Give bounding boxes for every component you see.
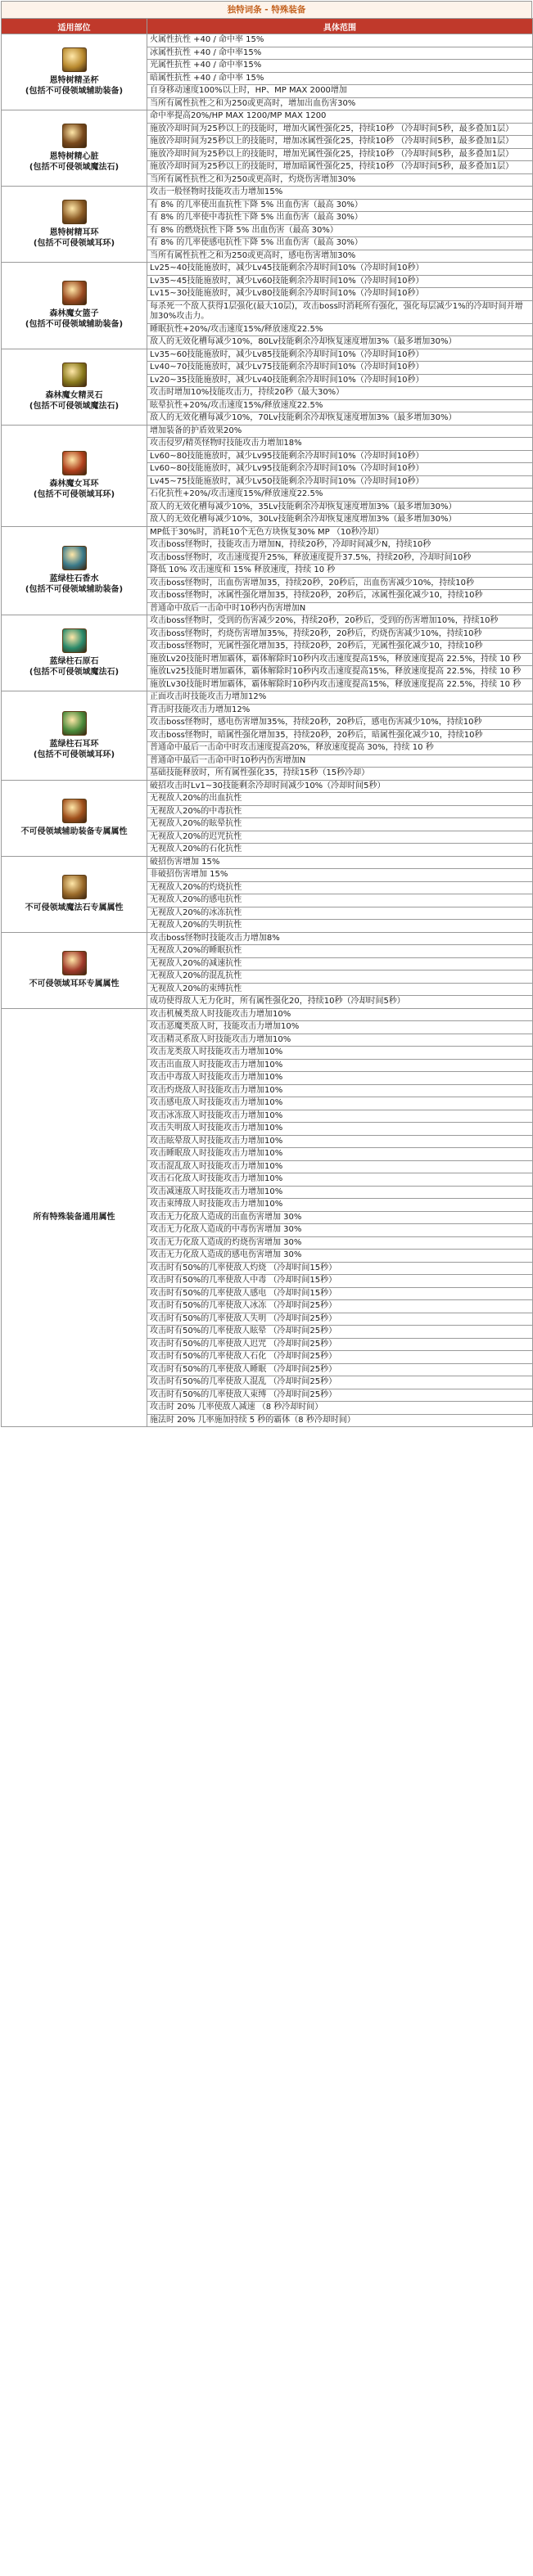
group-cell [2, 691, 147, 781]
effect-cell: 有 8% 的几率使出血抗性下降 5% 出血伤害（最高 30%） [147, 199, 533, 212]
effect-cell: Lv40~70技能施放时，减少Lv75技能剩余冷却时间10%（冷却时间10秒） [147, 362, 533, 375]
group-name: 不可侵领域耳环专属属性 [29, 980, 120, 989]
effect-cell: 攻击boss怪物时，出血伤害增加35，持续20秒，20秒后，出血伤害减少10%，持续10秒 [147, 577, 533, 590]
effect-cell: 攻击一般怪物时技能攻击力增加15% [147, 187, 533, 200]
effect-cell: 当所有属性抗性之和为250或更高时，灼烧伤害增加30% [147, 173, 533, 187]
effect-cell: 攻击无力化敌人造成的出血伤害增加 30% [147, 1211, 533, 1224]
effect-cell: 有 8% 的燃烧抗性下降 5% 出血伤害（最高 30%） [147, 224, 533, 237]
effect-cell: 无视敌人20%的混乱抗性 [147, 971, 533, 984]
effect-cell: 无视敌人20%的灼烧抗性 [147, 881, 533, 894]
effect-cell: 攻击精灵系敌人时技能攻击力增加10% [147, 1034, 533, 1047]
effect-cell: 基础技能释放时，所有属性强化35，持续15秒（15秒冷却） [147, 768, 533, 781]
spreadsheet [1, 1, 532, 1427]
effect-cell: 眩晕抗性+20%/攻击速度15%/释放速度22.5% [147, 399, 533, 412]
group-subtitle: (包括不可侵领域辅助装备) [25, 320, 124, 330]
effect-cell: 非破招伤害增加 15% [147, 869, 533, 882]
effect-cell: Lv60~80技能施放时，减少Lv95技能剩余冷却时间10%（冷却时间10秒） [147, 463, 533, 476]
book-icon [62, 799, 87, 823]
effect-cell: 攻击时有50%的几率使敌人失明 （冷却时间25秒） [147, 1313, 533, 1326]
effect-cell: 攻击boss怪物时，技能攻击力增加N，持续20秒，冷却时间减少N，持续10秒 [147, 539, 533, 552]
effect-cell: 无视敌人20%的减速抗性 [147, 957, 533, 971]
effect-cell: 无视敌人20%的出血抗性 [147, 793, 533, 806]
flame-earring-icon [62, 451, 87, 475]
effect-cell: 攻击boss怪物时，攻击速度提升25%，释放速度提升37.5%，持续20秒，冷却时间10秒 [147, 552, 533, 565]
group-name: 森林魔女耳环 [49, 480, 99, 489]
effect-cell: 火属性抗性 +40 / 命中率 15% [147, 34, 533, 47]
effect-cell: 无视敌人20%的眩晕抗性 [147, 818, 533, 831]
effect-cell: 攻击侵罗/精英怪物时技能攻击力增加18% [147, 438, 533, 451]
effect-cell: 成功使得敌人无力化时，所有属性强化20，持续10秒（冷却时间5秒） [147, 996, 533, 1009]
group-cell [2, 615, 147, 691]
group-cell [2, 526, 147, 615]
effect-cell: 攻击石化敌人时技能攻击力增加10% [147, 1173, 533, 1187]
gem-icon [62, 628, 87, 653]
effect-cell: 攻击boss怪物时，暗属性强化增加35，持续20秒，20秒后，暗属性强化减少10，持续10秒 [147, 729, 533, 742]
effect-cell: 无视敌人20%的冰冻抗性 [147, 907, 533, 920]
group-cell [2, 110, 147, 187]
effect-cell: 施法时 20% 几率施加持续 5 秒的霸体（8 秒冷却时间） [147, 1414, 533, 1427]
table-row [2, 110, 533, 124]
effect-cell: 攻击boss怪物时，感电伤害增加35%，持续20秒，20秒后，感电伤害减少10%，持续10秒 [147, 717, 533, 730]
effect-cell: Lv45~75技能施放时，减少Lv50技能剩余冷却时间10%（冷却时间10秒） [147, 475, 533, 489]
effect-cell: 攻击出血敌人时技能攻击力增加10% [147, 1059, 533, 1072]
effect-cell: 敌人的无效化槽每减少10%，80Lv技能剩余冷却恢复速度增加3%（最多增加30%） [147, 336, 533, 349]
effect-cell: 当所有属性抗性之和为250或更高时，增加出血伤害30% [147, 97, 533, 110]
group-cell [2, 263, 147, 349]
table-row [2, 932, 533, 945]
table-row [2, 349, 533, 362]
effect-cell: 攻击boss怪物时，冰属性强化增加35，持续20秒，20秒后，冰属性强化减少10，持续10秒 [147, 590, 533, 603]
effect-cell: 攻击boss怪物时，灼烧伤害增加35%，持续20秒，20秒后，灼烧伤害减少10%，持续10秒 [147, 628, 533, 641]
effect-cell: 当所有属性抗性之和为250或更高时，感电伤害增加30% [147, 250, 533, 263]
group-name: 蓝绿柱石原石 [49, 657, 99, 666]
effect-cell: 攻击无力化敌人造成的中毒伤害增加 30% [147, 1224, 533, 1237]
effect-cell: 敌人的无效化槽每减少10%，30Lv技能剩余冷却恢复速度增加3%（最多增加30%） [147, 514, 533, 527]
effect-cell: 攻击时有50%的几率使敌人睡眠 （冷却时间25秒） [147, 1363, 533, 1376]
effect-cell: Lv35~60技能施放时，减少Lv85技能剩余冷却时间10%（冷却时间10秒） [147, 349, 533, 362]
group-cell [2, 349, 147, 425]
group-subtitle: (包括不可侵领域辅助装备) [25, 585, 124, 595]
effect-cell: 攻击时有50%的几率使敌人感电 （冷却时间15秒） [147, 1287, 533, 1300]
effect-cell: 降低 10% 攻击速度和 15% 释放速度，持续 10 秒 [147, 565, 533, 578]
header-effect-column: 具体范围 [147, 19, 533, 34]
stone-icon [62, 875, 87, 899]
group-subtitle: (包括不可侵领域耳环) [33, 239, 115, 248]
effect-cell: 攻击眩晕敌人时技能攻击力增加10% [147, 1135, 533, 1148]
effect-cell: 光属性抗性 +40 / 命中率15% [147, 60, 533, 73]
effect-cell: 攻击无力化敌人造成的灼烧伤害增加 30% [147, 1236, 533, 1250]
effect-cell: 攻击龙类敌人时技能攻击力增加10% [147, 1047, 533, 1060]
effect-cell: 施放Lv20技能时增加霸体，霸体解除时10秒内攻击速度提高15%，释放速度提高 22.5%，持续 10 秒 [147, 653, 533, 666]
effect-cell: 无视敌人20%的中毒抗性 [147, 805, 533, 818]
effect-cell: 攻击减速敌人时技能攻击力增加10% [147, 1186, 533, 1199]
group-name: 恩特树精圣杯 [49, 76, 99, 85]
table-body [2, 34, 533, 1427]
effect-cell: 施放冷却时间为25秒以上的技能时，增加火属性强化25，持续10秒 （冷却时间5秒，最多叠加1层） [147, 123, 533, 136]
header-group-column: 适用部位 [2, 19, 147, 34]
effect-cell: 无视敌人20%的失明抗性 [147, 920, 533, 933]
group-cell [2, 1008, 147, 1427]
effect-cell: 攻击恶魔类敌人时，技能攻击力增加10% [147, 1021, 533, 1034]
table-row [2, 1008, 533, 1021]
table-row [2, 34, 533, 47]
earring-icon [62, 200, 87, 224]
effect-cell: Lv20~35技能施放时，减少Lv40技能剩余冷却时间10%（冷却时间10秒） [147, 374, 533, 387]
group-cell [2, 856, 147, 932]
effect-cell: 攻击时增加10%技能攻击力，持续20秒（最大30%） [147, 387, 533, 400]
table-row [2, 187, 533, 200]
group-name: 森林魔女篮子 [49, 309, 99, 319]
effect-cell: 攻击混乱敌人时技能攻击力增加10% [147, 1160, 533, 1173]
table-header-row [2, 19, 533, 34]
effect-cell: 敌人的无效化槽每减少10%，70Lv技能剩余冷却恢复速度增加3%（最多增加30%） [147, 412, 533, 426]
effect-cell: 攻击时有50%的几率使敌人中毒 （冷却时间15秒） [147, 1275, 533, 1288]
table-row [2, 526, 533, 539]
group-name: 所有特殊装备通用属性 [33, 1213, 115, 1223]
effect-cell: 攻击boss怪物时，光属性强化增加35，持续20秒，20秒后，光属性强化减少10，持续10秒 [147, 641, 533, 654]
effect-cell: 攻击时有50%的几率使敌人石化 （冷却时间25秒） [147, 1351, 533, 1364]
page-title: 独特词条 - 特殊装备 [1, 1, 532, 18]
group-cell [2, 187, 147, 263]
group-cell [2, 425, 147, 526]
effect-cell: 破招攻击时Lv1~30技能剩余冷却时间减少10%（冷却时间5秒） [147, 780, 533, 793]
effect-cell: 暗属性抗性 +40 / 命中率 15% [147, 72, 533, 85]
effect-cell: 敌人的无效化槽每减少10%，35Lv技能剩余冷却恢复速度增加3%（最多增加30%） [147, 501, 533, 514]
orb-icon [62, 363, 87, 387]
effect-cell: 攻击机械类敌人时技能攻击力增加10% [147, 1008, 533, 1021]
effect-cell: Lv25~40技能施放时，减少Lv45技能剩余冷却时间10%（冷却时间10秒） [147, 263, 533, 276]
effect-cell: 无视敌人20%的石化抗性 [147, 844, 533, 857]
effect-cell: 正面攻击时技能攻击力增加12% [147, 691, 533, 705]
effect-cell: 破招伤害增加 15% [147, 856, 533, 869]
effect-cell: Lv60~80技能施放时，减少Lv95技能剩余冷却时间10%（冷却时间10秒） [147, 450, 533, 463]
group-subtitle: (包括不可侵领域耳环) [33, 490, 115, 499]
effect-cell: 石化抗性+20%/攻击速度15%/释放速度22.5% [147, 489, 533, 502]
effect-cell: 攻击时有50%的几率使敌人眩晕 （冷却时间25秒） [147, 1326, 533, 1339]
group-cell [2, 34, 147, 110]
effect-cell: 攻击时有50%的几率使敌人灼烧 （冷却时间15秒） [147, 1262, 533, 1275]
group-name: 不可侵领域魔法石专属属性 [25, 903, 124, 912]
effect-cell: 普通命中敌后一击命中时10秒内伤害增加N [147, 602, 533, 615]
group-name: 恩特树精耳环 [49, 228, 99, 237]
effect-cell: 每杀死一个敌人获得1层强化(最大10层)，攻击boss时消耗所有强化，强化每层减少1%的冷却时间并增加30%攻击力。 [147, 300, 533, 323]
effect-cell: 攻击boss怪物时技能攻击力增加8% [147, 932, 533, 945]
effect-cell: 攻击无力化敌人造成的感电伤害增加 30% [147, 1250, 533, 1263]
effect-cell: Lv15~30技能施放时，减少Lv80技能剩余冷却时间10%（冷却时间10秒） [147, 288, 533, 301]
effect-cell: 施放冷却时间为25秒以上的技能时，增加冰属性强化25，持续10秒 （冷却时间5秒，最多叠加1层） [147, 136, 533, 149]
group-name: 不可侵领域辅助装备专属属性 [20, 827, 128, 836]
effect-cell: 冰属性抗性 +40 / 命中率15% [147, 47, 533, 60]
effect-cell: 命中率提高20%/HP MAX 1200/MP MAX 1200 [147, 110, 533, 124]
effect-cell: 攻击时 20% 几率使敌人减速 （8 秒冷却时间） [147, 1402, 533, 1415]
group-name: 恩特树精心脏 [49, 152, 99, 161]
effect-cell: 攻击时有50%的几率使敌人冰冻 （冷却时间25秒） [147, 1300, 533, 1313]
effect-cell: 攻击失明敌人时技能攻击力增加10% [147, 1123, 533, 1136]
ring-icon [62, 951, 87, 975]
effect-cell: 攻击时有50%的几率使敌人束缚 （冷却时间25秒） [147, 1389, 533, 1402]
effect-cell: 无视敌人20%的睡眠抗性 [147, 945, 533, 958]
group-name: 蓝绿柱石耳环 [49, 739, 99, 749]
effect-cell: 攻击时有50%的几率使敌人混乱 （冷却时间25秒） [147, 1376, 533, 1389]
heart-icon [62, 124, 87, 148]
effect-cell: 普通命中最后一击命中时10秒内伤害增加N [147, 754, 533, 768]
effect-cell: 自身移动速度100%以上时，HP、MP MAX 2000增加 [147, 85, 533, 98]
effect-cell: 攻击灼烧敌人时技能攻击力增加10% [147, 1084, 533, 1097]
effect-cell: 攻击时有50%的几率使敌人迟咒 （冷却时间25秒） [147, 1338, 533, 1351]
effect-cell: 无视敌人20%的迟咒抗性 [147, 831, 533, 844]
effect-cell: 有 8% 的几率使中毒抗性下降 5% 出血伤害（最高 30%） [147, 212, 533, 225]
effect-cell: MP低于30%时，消耗10个无色方块恢复30% MP （10秒冷却） [147, 526, 533, 539]
effect-cell: 施放冷却时间为25秒以上的技能时，增加暗属性强化25，持续10秒 （冷却时间5秒，最多叠加1层） [147, 161, 533, 174]
perfume-icon [62, 546, 87, 570]
effect-cell: 攻击boss怪物时，受到的伤害减少20%，持续20秒，20秒后，受到的伤害增加10%，持续10秒 [147, 615, 533, 628]
effect-cell: 无视敌人20%的束缚抗性 [147, 983, 533, 996]
effect-cell: 背击时技能攻击力增加12% [147, 704, 533, 717]
effect-cell: 施放Lv30技能时增加霸体，霸体解除时10秒内攻击速度提高15%，释放速度提高 22.5%，持续 10 秒 [147, 678, 533, 691]
effect-cell: 普通命中最后一击命中时攻击速度提高20%，释放速度提高 30%，持续 10 秒 [147, 742, 533, 755]
effect-cell: 施放Lv25技能时增加霸体，霸体解除时10秒内攻击速度提高15%，释放速度提高 22.5%，持续 10 秒 [147, 666, 533, 679]
effect-cell: 睡眠抗性+20%/攻击速度15%/释放速度22.5% [147, 323, 533, 336]
effect-cell: 攻击冰冻敌人时技能攻击力增加10% [147, 1110, 533, 1123]
effect-cell: 攻击束缚敌人时技能攻击力增加10% [147, 1199, 533, 1212]
group-subtitle: (包括不可侵领域魔法石) [29, 163, 120, 172]
effect-cell: 攻击中毒敌人时技能攻击力增加10% [147, 1072, 533, 1085]
table-row [2, 425, 533, 438]
group-subtitle: (包括不可侵领域魔法石) [29, 668, 120, 677]
group-subtitle: (包括不可侵领域辅助装备) [25, 87, 124, 96]
effect-cell: 增加装备的护盾效果20% [147, 425, 533, 438]
equipment-table [1, 18, 533, 1427]
effect-cell: 有 8% 的几率使感电抗性下降 5% 出血伤害（最高 30%） [147, 237, 533, 250]
effect-cell: 攻击感电敌人时技能攻击力增加10% [147, 1097, 533, 1110]
effect-cell: Lv35~45技能施放时，减少Lv60技能剩余冷却时间10%（冷却时间10秒） [147, 275, 533, 288]
group-cell [2, 932, 147, 1008]
effect-cell: 施放冷却时间为25秒以上的技能时，增加光属性强化25，持续10秒 （冷却时间5秒，最多叠加1层） [147, 148, 533, 161]
group-subtitle: (包括不可侵领域耳环) [33, 750, 115, 759]
table-row [2, 615, 533, 628]
table-row [2, 263, 533, 276]
group-name: 蓝绿柱石香水 [49, 574, 99, 584]
group-cell [2, 780, 147, 856]
table-row [2, 691, 533, 705]
chalice-icon [62, 47, 87, 72]
table-row [2, 856, 533, 869]
basket-icon [62, 281, 87, 305]
group-name: 森林魔女精灵石 [45, 390, 103, 400]
group-subtitle: (包括不可侵领域魔法石) [29, 401, 120, 411]
effect-cell: 无视敌人20%的感电抗性 [147, 894, 533, 907]
gem-earring-icon [62, 711, 87, 736]
effect-cell: 攻击睡眠敌人时技能攻击力增加10% [147, 1148, 533, 1161]
table-row [2, 780, 533, 793]
